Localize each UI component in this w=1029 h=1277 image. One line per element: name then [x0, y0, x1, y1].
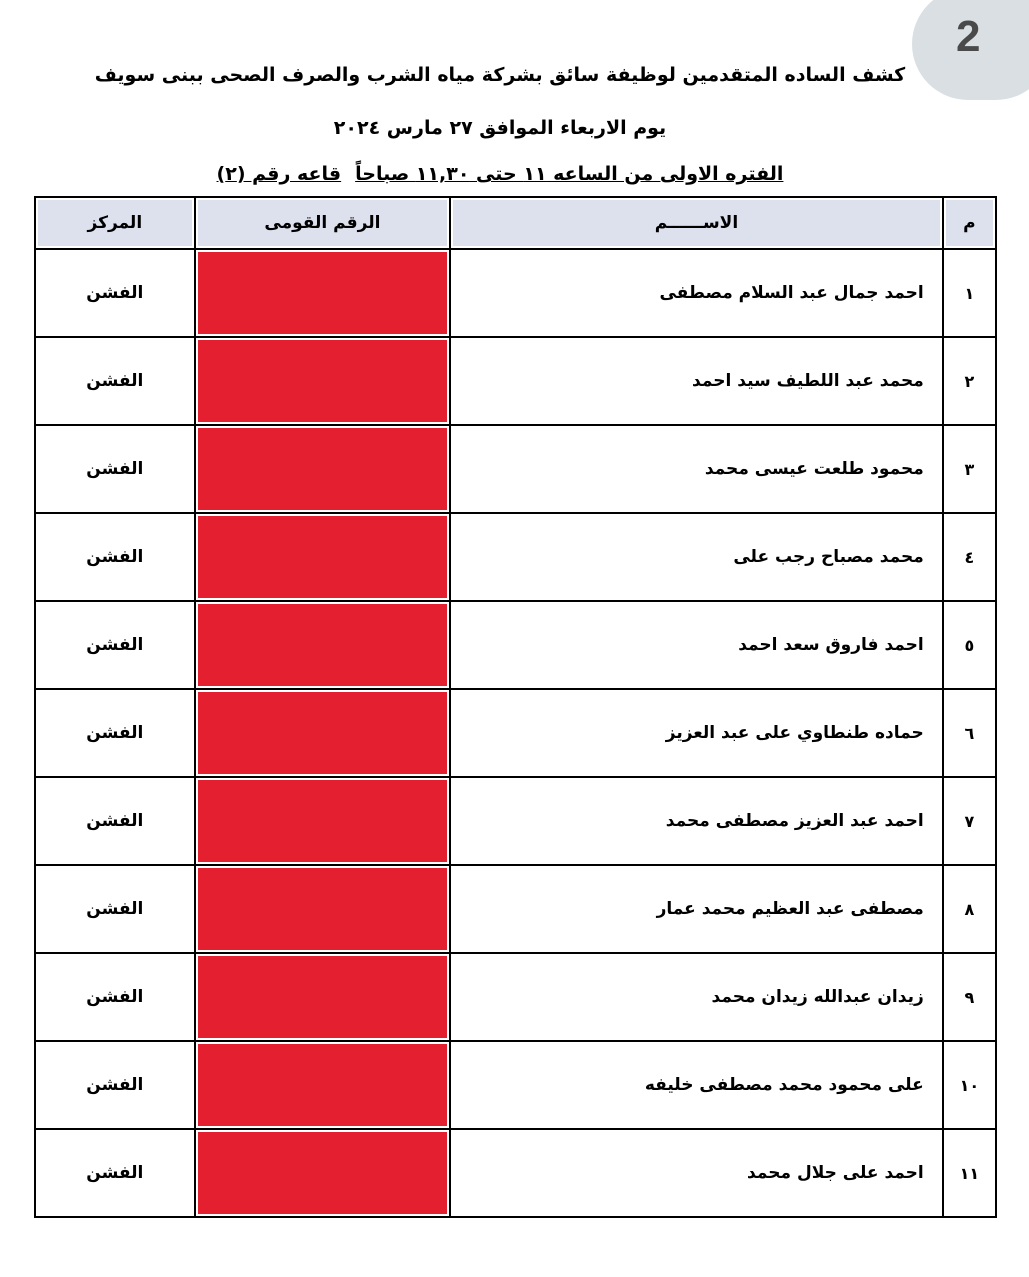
- national-id-redacted: [195, 337, 451, 425]
- table-row: [35, 689, 996, 777]
- center-name: الفشن: [35, 337, 195, 425]
- applicants-table: [34, 196, 997, 1218]
- national-id-redacted: [195, 1129, 451, 1217]
- row-number: ١: [943, 249, 996, 337]
- center-name: الفشن: [35, 601, 195, 689]
- applicant-name: محمود طلعت عيسى محمد: [450, 425, 943, 513]
- center-name: الفشن: [35, 953, 195, 1041]
- row-number: ١١: [943, 1129, 996, 1217]
- table-row: [35, 1041, 996, 1129]
- center-name: الفشن: [35, 513, 195, 601]
- national-id-redacted: [195, 513, 451, 601]
- national-id-redacted: [195, 689, 451, 777]
- national-id-redacted: [195, 865, 451, 953]
- applicant-name: احمد فاروق سعد احمد: [450, 601, 943, 689]
- center-name: الفشن: [35, 249, 195, 337]
- table-row: [35, 425, 996, 513]
- table-row: [35, 953, 996, 1041]
- applicant-name: احمد على جلال محمد: [450, 1129, 943, 1217]
- session-time: الفتره الاولى من الساعه ١١ حتى ١١,٣٠ صباحاً: [355, 163, 784, 185]
- center-name: الفشن: [35, 689, 195, 777]
- center-name: الفشن: [35, 777, 195, 865]
- row-number: ٨: [943, 865, 996, 953]
- header-national-id: الرقم القومى: [195, 197, 451, 249]
- header-name: الاســــــم: [450, 197, 943, 249]
- page-number: 2: [956, 12, 981, 61]
- date-line: يوم الاربعاء الموافق ٢٧ مارس ٢٠٢٤: [333, 117, 667, 139]
- national-id-redacted: [195, 249, 451, 337]
- row-number: ٢: [943, 337, 996, 425]
- header-number: م: [943, 197, 996, 249]
- table-row: [35, 249, 996, 337]
- hall-label: قاعه رقم (٢): [216, 163, 342, 185]
- applicant-name: محمد عبد اللطيف سيد احمد: [450, 337, 943, 425]
- table-row: [35, 513, 996, 601]
- applicant-name: محمد مصباح رجب على: [450, 513, 943, 601]
- national-id-redacted: [195, 953, 451, 1041]
- row-number: ٩: [943, 953, 996, 1041]
- document-title: كشف الساده المتقدمين لوظيفة سائق بشركة مياه الشرب والصرف الصحى ببنى سويف: [94, 64, 906, 86]
- national-id-redacted: [195, 425, 451, 513]
- national-id-redacted: [195, 1041, 451, 1129]
- table-row: [35, 777, 996, 865]
- header-center: المركز: [35, 197, 195, 249]
- row-number: ٦: [943, 689, 996, 777]
- applicant-name: حماده طنطاوي على عبد العزيز: [450, 689, 943, 777]
- table-header-row: [35, 197, 996, 249]
- row-number: ٤: [943, 513, 996, 601]
- table-row: [35, 865, 996, 953]
- applicant-name: مصطفى عبد العظيم محمد عمار: [450, 865, 943, 953]
- applicant-name: زيدان عبدالله زيدان محمد: [450, 953, 943, 1041]
- row-number: ١٠: [943, 1041, 996, 1129]
- applicant-name: احمد عبد العزيز مصطفى محمد: [450, 777, 943, 865]
- center-name: الفشن: [35, 1041, 195, 1129]
- center-name: الفشن: [35, 865, 195, 953]
- table-row: [35, 1129, 996, 1217]
- row-number: ٣: [943, 425, 996, 513]
- national-id-redacted: [195, 601, 451, 689]
- row-number: ٧: [943, 777, 996, 865]
- session-line: [0, 163, 1000, 185]
- applicant-name: احمد جمال عبد السلام مصطفى: [450, 249, 943, 337]
- center-name: الفشن: [35, 425, 195, 513]
- applicant-name: على محمود محمد مصطفى خليفه: [450, 1041, 943, 1129]
- table-row: [35, 337, 996, 425]
- table-row: [35, 601, 996, 689]
- row-number: ٥: [943, 601, 996, 689]
- center-name: الفشن: [35, 1129, 195, 1217]
- national-id-redacted: [195, 777, 451, 865]
